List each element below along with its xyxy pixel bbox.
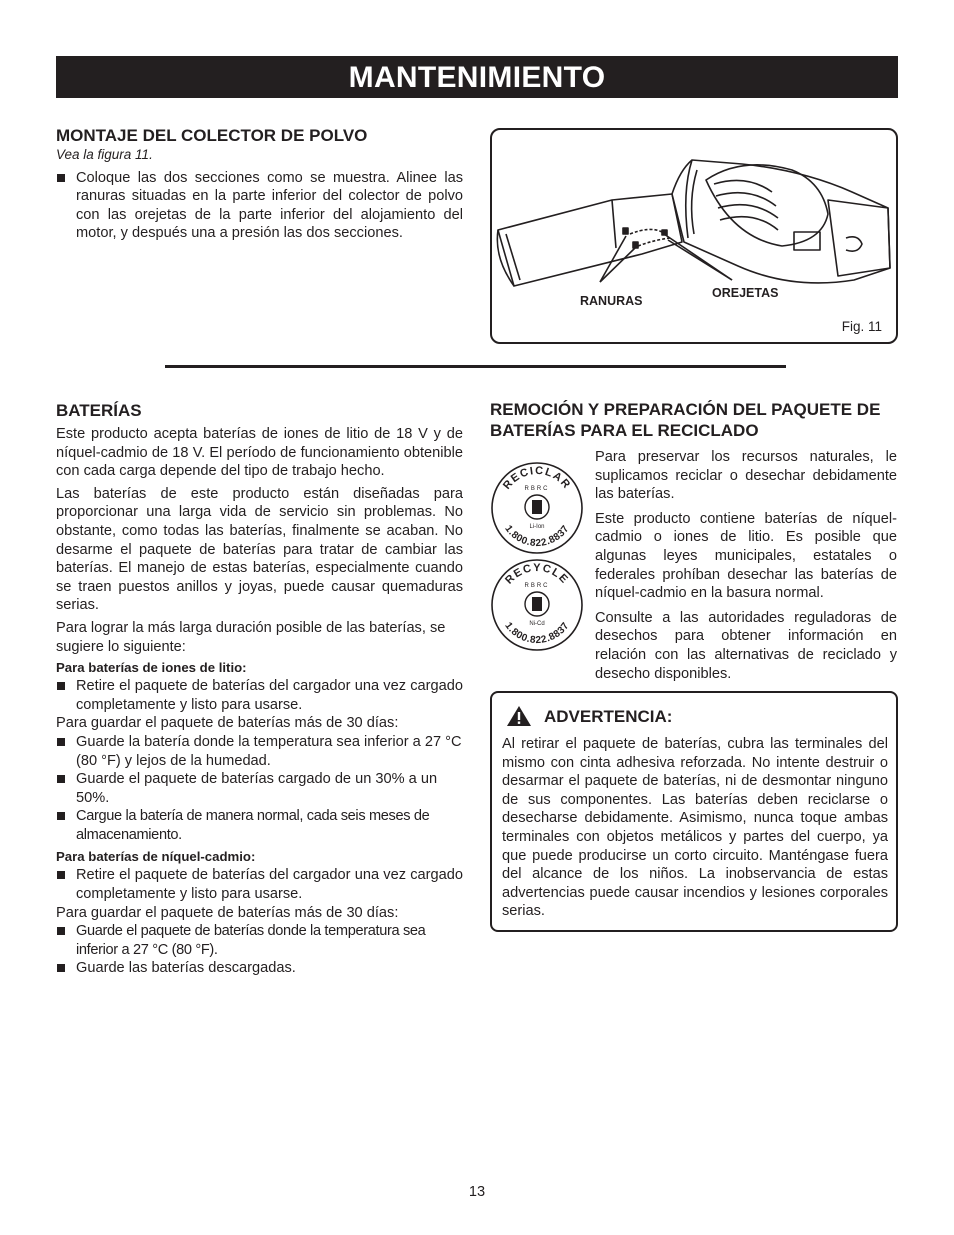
nicd-bullet-3: Guarde las baterías descargadas. [56,959,463,978]
page-number: 13 [468,1184,486,1200]
montaje-heading: MONTAJE DEL COLECTOR DE POLVO [56,126,368,145]
figure-caption: Fig. 11 [841,319,882,334]
reciclado-heading: REMOCIÓN Y PREPARACIÓN DEL PAQUETE DE BATERÍAS PARA EL RECICLADO [490,400,881,440]
logo1-phone: 1.800.822.8837 [502,523,572,550]
warning-heading: ADVERTENCIA: [544,707,673,726]
logo1-org: RBRC [524,486,550,492]
warning-icon [506,705,532,727]
liion-heading: Para baterías de iones de litio: [56,660,247,676]
nicd-bullet-2: Guarde el paquete de baterías donde la temperatura sea inferior a 27 °C (80 °F). [56,922,463,959]
baterias-p3: Para lograr la más larga duración posible de las baterías, se sugiere lo siguiente: [56,619,446,655]
warning-box [490,691,898,932]
montaje-section [56,125,463,243]
page-title: MANTENIMIENTO [56,56,898,98]
liion-bullet-1: Retire el paquete de baterías del cargador una vez cargado completamente y listo para usarse. [56,677,463,714]
rbrc-liion-logo [489,460,585,556]
reciclado-p2: Este producto contiene baterías de níquel-cadmio o iones de litio. Es posible que algunas leyes municipales, estatales o federales prohíban desechar las baterías de níquel-cadmio en la basura normal. [595,510,897,602]
nicd-heading: Para baterías de níquel-cadmio: [56,849,256,865]
reciclado-text [595,448,897,683]
baterias-heading: BATERÍAS [56,401,142,420]
rbrc-nicd-logo [489,557,585,653]
reciclado-p3: Consulte a las autoridades reguladoras de desechos para obtener información en relación con las alternativas de reciclado y desecho disponibles. [595,609,897,682]
label-orejetas: OREJETAS [712,286,779,300]
liion-bullet-3: Guarde el paquete de baterías cargado de un 30% a un 50%. [56,770,463,807]
vacuum-illustration [492,130,896,342]
logo2-type: Ni-Cd [529,621,545,627]
montaje-bullet: Coloque las dos secciones como se muestra. Alinee las ranuras situadas en la parte inferior del colector de polvo con las orejetas de la parte inferior del alojamiento del motor, y después una a presión las dos secciones. [56,169,463,243]
label-ranuras: RANURAS [580,294,643,308]
nicd-store-note: Para guardar el paquete de baterías más de 30 días: [56,904,399,921]
liion-store-note: Para guardar el paquete de baterías más de 30 días: [56,715,399,732]
liion-bullet-4: Cargue la batería de manera normal, cada seis meses de almacenamiento. [56,807,463,844]
section-divider [165,365,786,368]
reciclado-p1: Para preservar los recursos naturales, le suplicamos reciclar o desechar debidamente las baterías. [595,449,897,503]
baterias-p2: Las baterías de este producto están diseñadas para proporcionar una larga vida de servicio sin problemas. No obstante, como todas las baterías, finalmente se acaban. No desarme el paquete de baterías para tratar de cambiar las baterías. El manejo de estas baterías, especialmente cuando se traen puestos anillos y joyas, puede causar quemaduras serias. [56,485,463,614]
logo2-top-text: RECYCLE [503,561,571,587]
warning-text: Al retirar el paquete de baterías, cubra las terminales del mismo con cinta adhesiva reforzada. No intente destruir o desarmar el paquete de baterías, ni de desmontar ninguno de sus componentes. Las baterías deben reciclarse o desecharse debidamente. Asimismo, nunca toque ambas terminales con objetos metálicos y partes del cuerpo, ya que puede producirse un corto circuito. Manténgase fuera del alcance de los niños. La inobservancia de estas advertencias puede causar incendios y lesiones corporales serias. [502,736,888,920]
figure-11 [490,128,898,344]
logo2-org: RBRC [524,583,550,589]
see-figure-note: Vea la figura 11. [56,147,153,162]
reciclado-section [490,399,898,441]
baterias-p1: Este producto acepta baterías de iones de litio de 18 V y de níquel-cadmio de 18 V. El período de funcionamiento obtenible con cada carga depende del tipo de trabajo hecho. [56,426,463,480]
logo1-type: Li-Ion [529,524,545,530]
logo2-phone: 1.800.822.8837 [502,620,572,647]
nicd-bullet-1: Retire el paquete de baterías del cargador una vez cargado completamente y listo para usarse. [56,866,463,903]
baterias-section [56,400,463,978]
liion-bullet-2: Guarde la batería donde la temperatura sea inferior a 27 °C (80 °F) y lejos de la humedad. [56,733,463,770]
logo1-top-text: RECICLAR [500,464,574,492]
